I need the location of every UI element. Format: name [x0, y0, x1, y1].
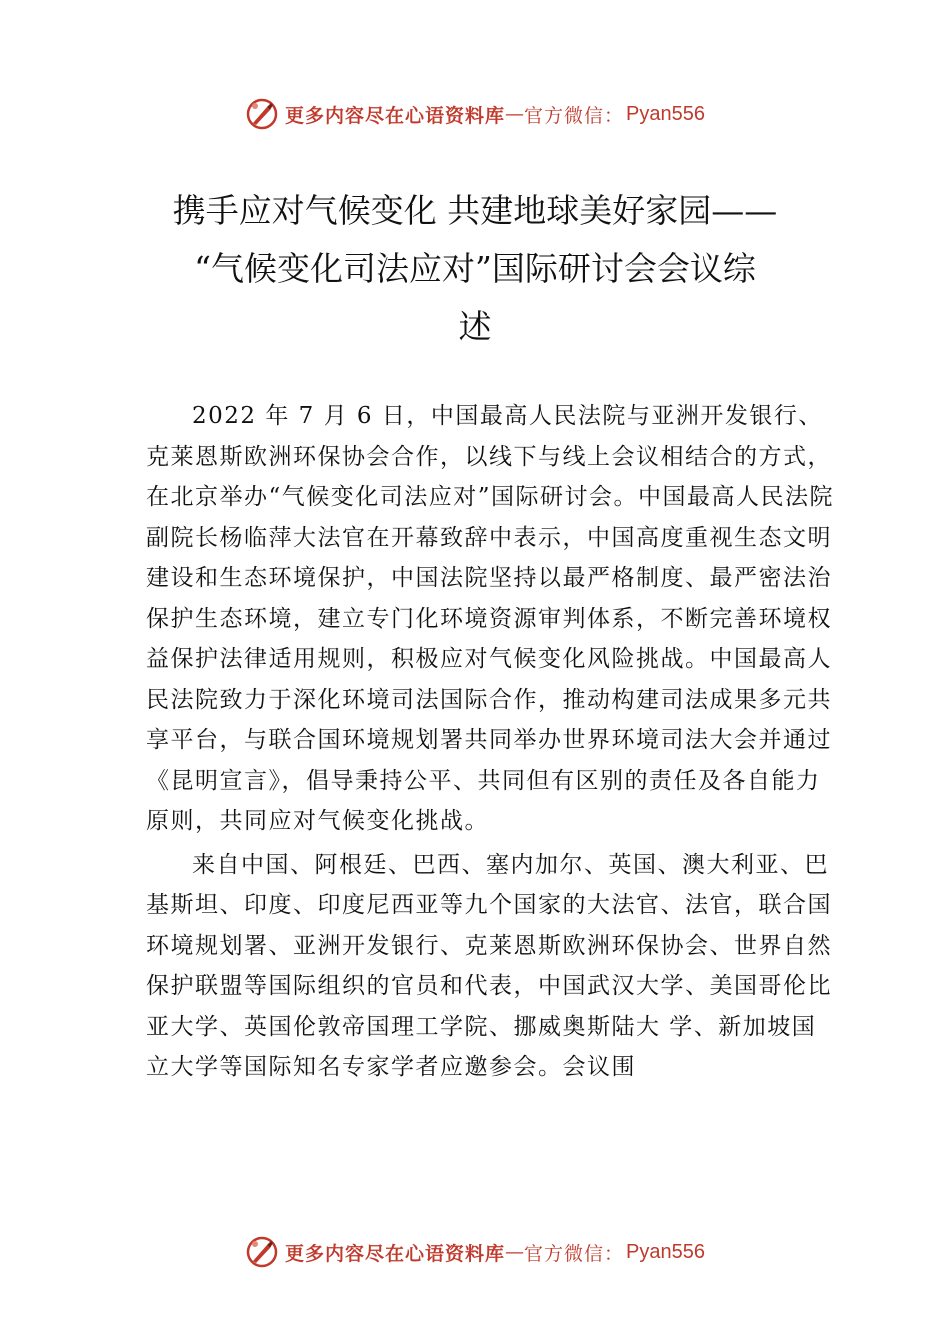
- pen-logo-icon: [245, 1235, 279, 1269]
- paragraph-1: 2022 年 7 月 6 日，中国最高人民法院与亚洲开发银行、克莱恩斯欧洲环保协会合作，以线下与线上会议相结合的方式，在北京举办“气候变化司法应对”国际研讨会。中国最高人民法院副院长杨临萍大法官在开幕致辞中表示，中国高度重视生态文明建设和生态环境保护，中国法院坚持以最严格制度、最严密法治保护生态环境，建立专门化环境资源审判体系，不断完善环境权益保护法律适用规则，积极应对气候变化风险挑战。中国最高人民法院致力于深化环境司法国际合作，推动构建司法成果多元共享平台，与联合国环境规划署共同举办世界环境司法大会并通过《昆明宣言》，倡导秉持公平、共同但有区别的责任及各自能力原则，共同应对气候变化挑战。: [146, 403, 835, 834]
- banner-wechat-id: Pyan556: [626, 1240, 705, 1263]
- pen-logo-icon: [245, 97, 279, 131]
- paragraph-2: 来自中国、阿根廷、巴西、塞内加尔、英国、澳大利亚、巴基斯坦、印度、印度尼西亚等九个国家的大法官、法官，联合国环境规划署、亚洲开发银行、克莱恩斯欧洲环保协会、世界自然保护联盟等国际组织的官员和代表，中国武汉大学、美国哥伦比亚大学、英国伦敦帝国理工学院、挪威奥斯陆大 学、新加坡国立大学等国际知名专家学者应邀参会。会议围: [146, 851, 832, 1080]
- document-title: [0, 182, 950, 356]
- banner-text: 更多内容尽在心语资料库: [285, 1242, 506, 1265]
- banner-text: 更多内容尽在心语资料库: [285, 104, 506, 127]
- title-line-3: 述: [458, 307, 492, 346]
- banner-wechat-id: Pyan556: [626, 102, 705, 125]
- banner-label: 官方微信：: [524, 1242, 625, 1265]
- title-line-1: 携手应对气候变化 共建地球美好家园——: [172, 191, 778, 230]
- header-banner: [0, 94, 950, 134]
- banner-dash: —: [505, 1241, 525, 1263]
- document-body: [146, 396, 836, 1088]
- banner-label: 官方微信：: [524, 104, 625, 127]
- footer-banner: [0, 1232, 950, 1272]
- banner-dash: —: [505, 103, 525, 125]
- title-line-2: “气候变化司法应对”国际研讨会会议综: [194, 249, 756, 288]
